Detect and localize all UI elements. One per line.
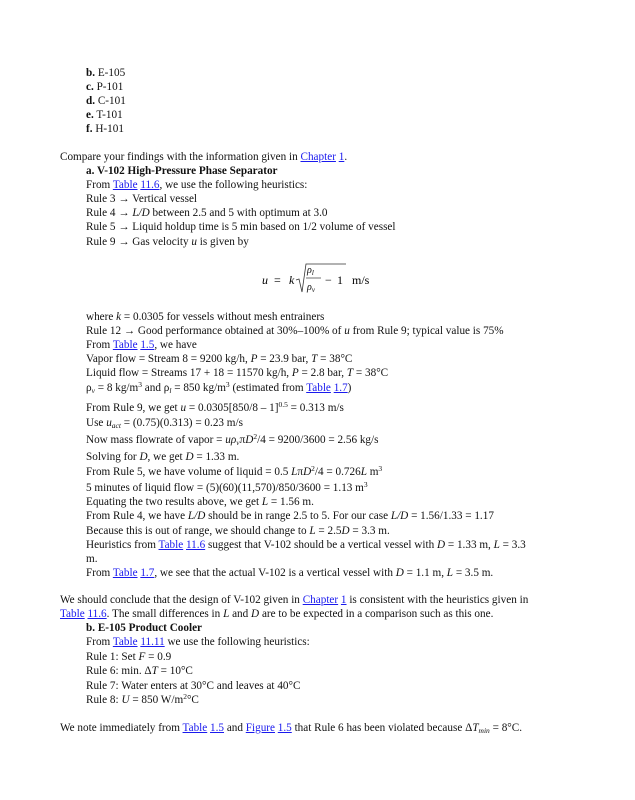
from-rule-9 bbox=[86, 401, 344, 415]
text: /4 = 0.726 bbox=[314, 466, 361, 478]
text: = 1.1 m, bbox=[403, 567, 447, 579]
five-minutes-liquid bbox=[86, 481, 368, 495]
text: = 3.3 bbox=[499, 539, 526, 551]
superscript: 3 bbox=[378, 464, 383, 473]
list-marker: f. bbox=[86, 123, 93, 135]
table-number-link[interactable]: 11.6 bbox=[87, 608, 107, 620]
variable: D bbox=[303, 466, 312, 478]
text: = 2.5 bbox=[315, 525, 342, 537]
text: Rule 12 → Good performance obtained at 30%–100% of bbox=[86, 325, 345, 337]
list-text: T-101 bbox=[96, 109, 123, 121]
text: From Rule 9, we get bbox=[86, 402, 181, 414]
text: Liquid flow = Streams 17 + 18 = 11570 kg/h, bbox=[86, 367, 292, 379]
figure-link[interactable]: Figure bbox=[245, 722, 275, 734]
table-number-link[interactable]: 1.7 bbox=[140, 567, 155, 579]
heuristics-suggest bbox=[86, 538, 526, 552]
table-link[interactable]: Table bbox=[112, 636, 138, 648]
text: From Rule 5, we have volume of liquid = 0.5 bbox=[86, 466, 292, 478]
text: = 850 W/m bbox=[129, 694, 184, 706]
text: , we get bbox=[147, 451, 186, 463]
section-a-from bbox=[86, 178, 307, 192]
superscript: 3 bbox=[363, 480, 368, 489]
text: = 1.56/1.33 = 1.17 bbox=[408, 510, 494, 522]
variable: u bbox=[191, 236, 197, 248]
text: = 2.8 bar, bbox=[298, 367, 347, 379]
chapter-link[interactable]: Chapter bbox=[302, 594, 339, 606]
table-link[interactable]: Table bbox=[112, 567, 138, 579]
text: and ρ bbox=[141, 382, 170, 394]
superscript: 2 bbox=[253, 432, 258, 441]
variable: ρ bbox=[230, 434, 237, 446]
rule-6 bbox=[86, 664, 193, 678]
from-table-1-7 bbox=[86, 566, 493, 580]
text: = 1.33 m, bbox=[445, 539, 494, 551]
equation-svg bbox=[262, 262, 382, 304]
solving-for-d bbox=[86, 450, 239, 464]
variable: D bbox=[245, 434, 254, 446]
from-rule-5 bbox=[86, 465, 382, 479]
variable: D bbox=[341, 525, 350, 537]
final-note bbox=[60, 721, 522, 735]
variable: L bbox=[223, 608, 230, 620]
text: From Rule 4, we have bbox=[86, 510, 188, 522]
from-rule-4 bbox=[86, 509, 494, 523]
text: Rule 6: min. Δ bbox=[86, 665, 152, 677]
text: = (0.75)(0.313) = 0.23 m/s bbox=[120, 417, 243, 429]
conclusion-line-1 bbox=[60, 593, 528, 607]
list-marker: b. bbox=[86, 67, 96, 79]
text: , we use the following heuristics: bbox=[159, 179, 308, 191]
superscript: 3 bbox=[225, 380, 230, 389]
table-link[interactable]: Table bbox=[158, 539, 184, 551]
variable: k bbox=[116, 311, 122, 323]
text: Rule 4 → bbox=[86, 207, 133, 219]
table-number-link[interactable]: 11.6 bbox=[186, 539, 206, 551]
variable: u bbox=[106, 417, 112, 429]
table-number-link[interactable]: 1.5 bbox=[210, 722, 225, 734]
variable: u bbox=[180, 402, 187, 414]
table-link[interactable]: Table bbox=[306, 382, 331, 394]
section-b-from bbox=[86, 635, 310, 649]
mass-flowrate bbox=[86, 433, 379, 447]
text: 5 minutes of liquid flow = (5)(60)(11,570)/850/3600 = 1.13 m bbox=[86, 482, 364, 494]
table-link[interactable]: Table bbox=[182, 722, 208, 734]
superscript: 2 bbox=[183, 692, 187, 701]
rule-1 bbox=[86, 650, 171, 664]
variable: L bbox=[291, 466, 298, 478]
text: we use the following heuristics: bbox=[164, 636, 310, 648]
text: m bbox=[366, 466, 379, 478]
variable: D bbox=[436, 539, 446, 551]
text: Vapor flow = Stream 8 = 9200 kg/h, bbox=[86, 353, 251, 365]
chapter-link[interactable]: Chapter bbox=[300, 151, 336, 163]
variable: T bbox=[151, 665, 158, 677]
variable: u bbox=[344, 325, 350, 337]
eq-unit: m/s bbox=[352, 273, 370, 287]
rule-12 bbox=[86, 324, 504, 338]
text: between 2.5 and 5 with optimum at 3.0 bbox=[149, 207, 328, 219]
eq-rho-l: $\rho_l$ bbox=[307, 265, 314, 277]
superscript: 3 bbox=[138, 380, 142, 389]
gas-velocity-equation bbox=[262, 262, 382, 307]
list-item bbox=[86, 94, 126, 108]
subscript: v bbox=[91, 386, 95, 395]
list-item bbox=[86, 66, 125, 80]
text: = 0.9 bbox=[145, 651, 172, 663]
text: = 38°C bbox=[353, 367, 389, 379]
intro-period: . bbox=[344, 151, 348, 163]
text: ρ bbox=[86, 382, 92, 394]
text: /4 = 9200/3600 = 2.56 kg/s bbox=[257, 434, 379, 446]
figure-number-link[interactable]: 1.5 bbox=[277, 722, 292, 734]
text: We should conclude that the design of V-102 given in bbox=[60, 594, 303, 606]
text: and bbox=[229, 608, 252, 620]
list-text: E-105 bbox=[97, 67, 126, 79]
subscript: v bbox=[236, 438, 240, 447]
list-item bbox=[86, 108, 123, 122]
text: = 38°C bbox=[317, 353, 353, 365]
text: °C bbox=[186, 694, 199, 706]
text: should be in range 2.5 to 5. For our case bbox=[205, 510, 391, 522]
variable: L bbox=[446, 567, 454, 579]
text: = 850 kg/m bbox=[171, 382, 226, 394]
text: = 8°C. bbox=[489, 722, 523, 734]
variable: L/D bbox=[132, 207, 150, 219]
list-text: P-101 bbox=[96, 81, 124, 93]
rule-3: Rule 3 → Vertical vessel bbox=[86, 193, 198, 205]
table-link[interactable]: Table bbox=[112, 339, 138, 351]
table-link[interactable]: Table bbox=[60, 608, 85, 620]
chapter-number-link[interactable]: 1 bbox=[338, 151, 345, 163]
text: = 3.3 m. bbox=[349, 525, 390, 537]
chapter-number-link[interactable]: 1 bbox=[340, 594, 347, 606]
variable: T bbox=[311, 353, 318, 365]
text: where bbox=[86, 311, 117, 323]
table-number-link[interactable]: 1.7 bbox=[333, 382, 348, 394]
table-link[interactable]: Table bbox=[112, 179, 138, 191]
variable: P bbox=[250, 353, 258, 365]
variable: T bbox=[346, 367, 354, 379]
text: . The small differences in bbox=[106, 608, 224, 620]
intro-text: Compare your findings with the information given in bbox=[60, 151, 301, 163]
variable: T bbox=[472, 722, 479, 734]
text: and bbox=[224, 722, 246, 734]
eq-equals: = bbox=[274, 273, 281, 287]
variable: L bbox=[309, 525, 316, 537]
variable: P bbox=[291, 367, 299, 379]
text: = 3.5 m. bbox=[453, 567, 494, 579]
text: Heuristics from bbox=[86, 539, 159, 551]
variable: D bbox=[395, 567, 404, 579]
intro-paragraph bbox=[60, 150, 347, 164]
eq-rho-v: $\rho_v$ bbox=[307, 282, 315, 294]
variable: L bbox=[493, 539, 500, 551]
table-number-link[interactable]: 11.6 bbox=[140, 179, 160, 191]
text: , we see that the actual V-102 is a vertical vessel with bbox=[154, 567, 396, 579]
eq-u: u bbox=[262, 273, 268, 287]
table-number-link[interactable]: 11.11 bbox=[140, 636, 165, 648]
text: π bbox=[239, 434, 246, 446]
eq-k: k bbox=[289, 273, 295, 287]
text: Equating the two results above, we get bbox=[86, 496, 262, 508]
text: = 1.56 m. bbox=[268, 496, 314, 508]
variable: D bbox=[251, 608, 260, 620]
variable: L bbox=[261, 496, 269, 508]
liquid-flow bbox=[86, 366, 388, 380]
list-item bbox=[86, 122, 124, 136]
conclusion-line-2 bbox=[60, 607, 493, 621]
subscript: l bbox=[169, 386, 172, 395]
list-item bbox=[86, 80, 123, 94]
section-b-heading: b. E-105 Product Cooler bbox=[86, 622, 203, 634]
text: From bbox=[86, 179, 113, 191]
variable: L/D bbox=[390, 510, 409, 522]
text: Use bbox=[86, 417, 107, 429]
text: π bbox=[297, 466, 304, 478]
text: Now mass flowrate of vapor = bbox=[86, 434, 226, 446]
text: From bbox=[86, 636, 113, 648]
use-u-act bbox=[86, 416, 243, 430]
text: ) bbox=[347, 382, 352, 394]
list-marker: d. bbox=[86, 95, 96, 107]
text: , we have bbox=[154, 339, 197, 351]
superscript: 0.5 bbox=[278, 400, 288, 409]
variable: L/D bbox=[187, 510, 206, 522]
text: is given by bbox=[196, 236, 249, 248]
subscript: act bbox=[111, 421, 121, 430]
rule-8 bbox=[86, 693, 199, 707]
variable: L bbox=[360, 466, 367, 478]
rule-9 bbox=[86, 235, 249, 249]
because-out-of-range bbox=[86, 524, 390, 538]
variable: U bbox=[121, 694, 130, 706]
text: Rule 8: bbox=[86, 694, 122, 706]
text: = 0.313 m/s bbox=[287, 402, 344, 414]
equating bbox=[86, 495, 314, 509]
variable: u bbox=[225, 434, 231, 446]
from-table-1-5 bbox=[86, 338, 197, 352]
text: Solving for bbox=[86, 451, 140, 463]
superscript: 2 bbox=[311, 464, 315, 473]
densities bbox=[86, 381, 351, 395]
text: Rule 9 → Gas velocity bbox=[86, 236, 192, 248]
text: from Rule 9; typical value is 75% bbox=[349, 325, 504, 337]
text: From bbox=[86, 339, 113, 351]
text: suggest that V-102 should be a vertical vessel with bbox=[205, 539, 437, 551]
eq-one: 1 bbox=[337, 273, 343, 287]
text: = 0.0305[850/8 – 1] bbox=[186, 402, 279, 414]
subscript: min bbox=[478, 726, 490, 735]
text: Because this is out of range, we should change to bbox=[86, 525, 310, 537]
rule-5: Rule 5 → Liquid holdup time is 5 min based on 1/2 volume of vessel bbox=[86, 221, 396, 233]
text: that Rule 6 has been violated because Δ bbox=[291, 722, 473, 734]
section-a-heading: a. V-102 High-Pressure Phase Separator bbox=[86, 165, 278, 177]
text: We note immediately from bbox=[60, 722, 183, 734]
rule-4 bbox=[86, 206, 327, 220]
text: Rule 1: Set bbox=[86, 651, 139, 663]
variable: D bbox=[139, 451, 148, 463]
where-k bbox=[86, 310, 324, 324]
eq-minus: − bbox=[325, 273, 332, 287]
table-number-link[interactable]: 1.5 bbox=[140, 339, 155, 351]
rule-7: Rule 7: Water enters at 30°C and leaves at 40°C bbox=[86, 680, 301, 692]
text: (estimated from bbox=[229, 382, 307, 394]
variable: F bbox=[138, 651, 146, 663]
text: = 0.0305 for vessels without mesh entrainers bbox=[121, 311, 325, 323]
text: = 1.33 m. bbox=[193, 451, 240, 463]
text: From bbox=[86, 567, 113, 579]
list-marker: e. bbox=[86, 109, 94, 121]
text: = 8 kg/m bbox=[94, 382, 139, 394]
text: is consistent with the heuristics given in bbox=[346, 594, 529, 606]
list-marker: c. bbox=[86, 81, 94, 93]
text: = 10°C bbox=[157, 665, 193, 677]
heuristics-suggest-cont: m. bbox=[86, 553, 98, 565]
list-text: H-101 bbox=[95, 123, 124, 135]
variable: D bbox=[185, 451, 194, 463]
list-text: C-101 bbox=[97, 95, 126, 107]
text: = 23.9 bar, bbox=[257, 353, 312, 365]
vapor-flow bbox=[86, 352, 352, 366]
text: are to be expected in a comparison such as this one. bbox=[259, 608, 494, 620]
